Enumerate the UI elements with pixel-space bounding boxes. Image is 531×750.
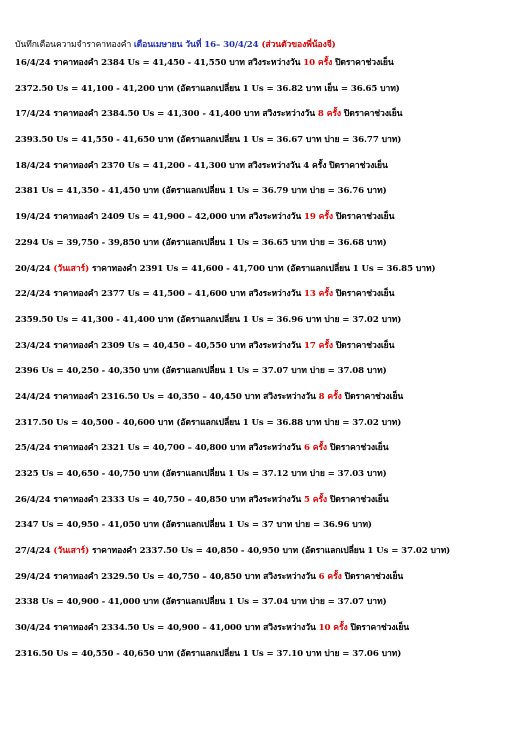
entry-25-line1 — [15, 443, 520, 454]
entry-text: 19/4/24 ราคาทองคำ 2409 Us = 41,900 – 42,000 บาท สวิงระหว่างวัน — [15, 212, 304, 223]
entry-text: 26/4/24 ราคาทองคำ 2333 Us = 40,750 – 40,850 บาท สวิงระหว่างวัน — [15, 494, 304, 505]
entry-17-line2: 2393.50 Us = 41,550 - 41,650 บาท (อัตราแลกเปลี่ยน 1 Us = 36.67 บาท บ่าย = 36.77 บาท) — [15, 135, 402, 146]
entry-27-saturday — [15, 546, 520, 557]
entry-text: 30/4/24 ราคาทองคำ 2334.50 Us = 40,900 – 41,000 บาท สวิงระหว่างวัน — [15, 623, 319, 634]
entry-18-line1 — [15, 161, 520, 172]
document-title — [15, 40, 520, 51]
entry-text: 16/4/24 ราคาทองคำ 2384 Us = 41,450 - 41,550 บาท สวิงระหว่างวัน — [15, 58, 304, 68]
entry-30-line1 — [15, 623, 520, 634]
entry-date: 27/4/24 — [15, 546, 54, 557]
entry-text: 22/4/24 ราคาทองคำ 2377 Us = 41,500 – 41,600 บาท สวิงระหว่างวัน — [15, 289, 304, 300]
entry-29-line2: 2338 Us = 40,900 - 41,000 บาท (อัตราแลกเปลี่ยน 1 Us = 37.04 บาท บ่าย = 37.07 บาท) — [15, 597, 387, 608]
entry-16-line2: 2372.50 Us = 41,100 - 41,200 บาท (อัตราแลกเปลี่ยน 1 Us = 36.82 บาท เย็น = 36.65 บาท) — [15, 83, 400, 94]
entry-22-line2: 2359.50 Us = 41,300 - 41,400 บาท (อัตราแลกเปลี่ยน 1 Us = 36.96 บาท บ่าย = 37.02 บาท) — [15, 314, 402, 325]
entry-20-saturday — [15, 264, 520, 275]
entry-text: ปิดราคาช่วงเย็น — [332, 212, 395, 223]
swing-count: 19 ครั้ง — [304, 212, 333, 223]
entry-23-line2: 2396 Us = 40,250 - 40,350 บาท (อัตราแลกเปลี่ยน 1 Us = 37.07 บาท บ่าย = 37.08 บาท) — [15, 366, 387, 377]
entry-text: ปิดราคาช่วงเย็น — [341, 391, 404, 402]
entry-25-line2: 2325 Us = 40,650 - 40,750 บาท (อัตราแลกเปลี่ยน 1 Us = 37.12 บาท บ่าย = 37.03 บาท) — [15, 469, 387, 479]
entry-18-line2: 2381 Us = 41,350 - 41,450 บาท (อัตราแลกเปลี่ยน 1 Us = 36.79 บาท บ่าย = 36.76 บาท) — [15, 186, 387, 197]
entry-24-line2: 2317.50 Us = 40,500 - 40,600 บาท (อัตราแลกเปลี่ยน 1 Us = 36.88 บาท บ่าย = 37.02 บาท) — [15, 417, 402, 428]
entry-16-line1 — [15, 58, 520, 69]
entry-text: ปิดราคาช่วงเย็น — [327, 494, 389, 505]
entry-text: 25/4/24 ราคาทองคำ 2321 Us = 40,700 – 40,800 บาท สวิงระหว่างวัน — [15, 443, 304, 454]
swing-count: 10 ครั้ง — [318, 623, 348, 634]
entry-text: ราคาทองคำ 2391 Us = 41,600 - 41,700 บาท (อัตราแลกเปลี่ยน 1 Us = 36.85 บาท) — [89, 263, 436, 274]
document-page — [15, 40, 520, 660]
swing-count: 6 ครั้ง — [318, 571, 342, 582]
entry-17-line1 — [15, 109, 520, 120]
entry-text: 29/4/24 ราคาทองคำ 2329.50 Us = 40,750 – 40,850 บาท สวิงระหว่างวัน — [15, 571, 319, 582]
entry-24-line1 — [15, 392, 520, 403]
entry-text: ปิดราคาช่วงเย็น — [332, 340, 395, 351]
swing-count: 5 ครั้ง — [304, 494, 328, 505]
swing-count: 13 ครั้ง — [304, 289, 333, 300]
entry-19-line2: 2294 Us = 39,750 - 39,850 บาท (อัตราแลกเปลี่ยน 1 Us = 36.65 บาท บ่าย = 36.68 บาท) — [15, 237, 387, 248]
entry-text: ราคาทองคำ 2337.50 Us = 40,850 - 40,950 บาท (อัตราแลกเปลี่ยน 1 Us = 37.02 บาท) — [89, 546, 451, 557]
swing-count: 6 ครั้ง — [304, 443, 328, 454]
entry-text: ปิดราคาช่วงเย็น — [347, 623, 410, 634]
saturday-label: (วันเสาร์) — [53, 546, 90, 557]
saturday-label: (วันเสาร์) — [53, 263, 90, 274]
entry-19-line1 — [15, 212, 520, 223]
entry-text: 18/4/24 ราคาทองคำ 2370 Us = 41,200 - 41,300 บาท สวิงระหว่างวัน 4 ครั้ง ปิดราคาช่วงเย็น — [15, 160, 388, 171]
entry-23-line1 — [15, 341, 520, 352]
entry-text: 23/4/24 ราคาทองคำ 2309 Us = 40,450 – 40,550 บาท สวิงระหว่างวัน — [15, 340, 304, 351]
entry-text: 24/4/24 ราคาทองคำ 2316.50 Us = 40,350 – 40,450 บาท สวิงระหว่างวัน — [15, 391, 319, 402]
entry-text: ปิดราคาช่วงเย็น — [341, 571, 404, 582]
entry-29-line1 — [15, 572, 520, 583]
swing-count: 8 ครั้ง — [317, 109, 341, 120]
entry-26-line1 — [15, 495, 520, 506]
swing-count: 17 ครั้ง — [304, 340, 333, 351]
entry-22-line1 — [15, 289, 520, 300]
entry-text: ปิดราคาช่วงเย็น — [332, 289, 395, 300]
entry-text: ปิดราคาช่วงเย็น — [327, 443, 389, 454]
entry-26-line2: 2347 Us = 40,950 - 41,050 บาท (อัตราแลกเปลี่ยน 1 Us = 37 บาท บ่าย = 36.96 บาท) — [15, 520, 372, 531]
title-note: (ส่วนตัวของพี่น้องจี) — [261, 40, 336, 50]
entry-date: 20/4/24 — [15, 263, 54, 274]
title-month: เดือนเมษายน วันที่ 16– 30/4/24 — [133, 40, 262, 50]
swing-count: 10 ครั้ง — [303, 58, 333, 68]
entry-30-line2: 2316.50 Us = 40,550 - 40,650 บาท (อัตราแลกเปลี่ยน 1 Us = 37.10 บาท บ่าย = 37.06 บาท) — [15, 648, 402, 659]
swing-count: 8 ครั้ง — [318, 391, 342, 402]
entry-text: ปิดราคาช่วงเย็น — [340, 109, 403, 120]
entry-text: ปิดราคาช่วงเย็น — [332, 58, 394, 68]
entry-text: 17/4/24 ราคาทองคำ 2384.50 Us = 41,300 - 41,400 บาท สวิงระหว่างวัน — [15, 109, 318, 120]
title-prefix: บันทึกเตือนความจำราคาทองคำ — [15, 40, 134, 50]
